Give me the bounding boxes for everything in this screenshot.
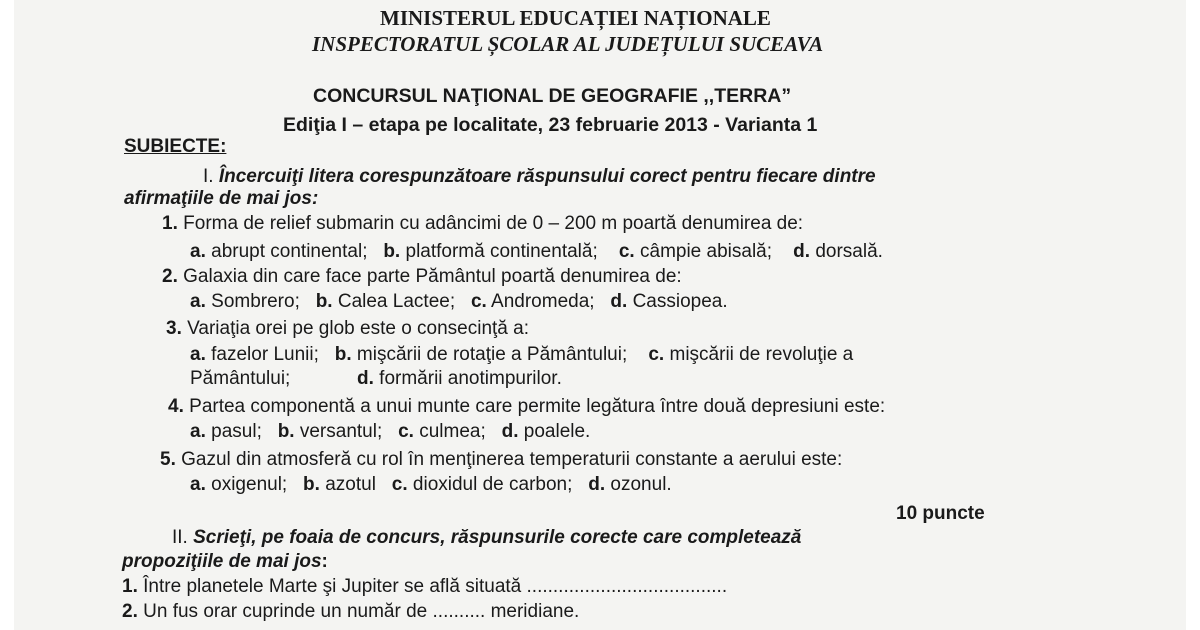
question-text: Forma de relief submarin cu adâncimi de 0 – 200 m poartă denumirea de: xyxy=(183,213,804,234)
question-number: 1. xyxy=(162,213,178,234)
option-letter: b. xyxy=(334,344,352,365)
option-text: culmea; xyxy=(419,421,486,442)
subjects-heading: SUBIECTE: xyxy=(124,136,227,157)
option-letter: a. xyxy=(190,421,206,442)
question-5-options xyxy=(190,474,672,496)
question-number: 3. xyxy=(166,318,182,339)
option-letter: b. xyxy=(277,421,295,442)
question-text: Partea componentă a unui munte care permite legătura între două depresiuni este: xyxy=(189,396,886,417)
option-text: formării anotimpurilor. xyxy=(379,368,562,389)
page-margin-right xyxy=(1186,0,1200,630)
question-3 xyxy=(166,318,529,340)
item-text: Un fus orar cuprinde un număr de .......... meridiane. xyxy=(143,601,580,622)
option-text: mişcării de rotaţie a Pământului; xyxy=(356,344,628,365)
option-letter: d. xyxy=(610,291,628,312)
question-1-options xyxy=(190,241,883,263)
option-text: Cassiopea. xyxy=(632,291,728,312)
section2-instruction-line1: Scrieţi, pe foaia de concurs, răspunsurile corecte care completează xyxy=(193,527,802,548)
inspectorate-heading: INSPECTORATUL ȘCOLAR AL JUDEȚULUI SUCEAVA xyxy=(312,32,824,56)
option-text: câmpie abisală; xyxy=(640,241,773,262)
section1-instruction-line2: afirmaţiile de mai jos: xyxy=(124,188,319,209)
ministry-heading: MINISTERUL EDUCAȚIEI NAȚIONALE xyxy=(380,6,771,30)
option-text: Sombrero; xyxy=(211,291,300,312)
section2-item-2 xyxy=(122,601,579,623)
item-number: 1. xyxy=(122,576,138,597)
option-letter: c. xyxy=(618,241,635,262)
option-text: mişcării de revoluţie a xyxy=(669,344,854,365)
option-letter: a. xyxy=(190,291,206,312)
section2-item-1 xyxy=(122,576,727,598)
option-letter: b. xyxy=(303,474,320,495)
question-5 xyxy=(160,449,842,471)
question-4 xyxy=(168,396,885,418)
option-letter: b. xyxy=(315,291,333,312)
section2-instruction-line2-row xyxy=(122,551,328,573)
item-text: Între planetele Marte şi Jupiter se află situată ...................................... xyxy=(143,576,728,597)
option-letter: d. xyxy=(588,474,606,495)
option-text: Calea Lactee; xyxy=(337,291,456,312)
section2-instruction-line2: propoziţiile de mai jos xyxy=(122,551,322,572)
question-text: Variaţia orei pe glob este o consecinţă a: xyxy=(187,318,530,339)
section1-number: I. xyxy=(203,166,214,187)
section1-points: 10 puncte xyxy=(896,503,985,524)
option-letter: d. xyxy=(793,241,811,262)
option-text: dorsală. xyxy=(815,241,883,262)
option-text: platformă continentală; xyxy=(405,241,598,262)
question-text: Galaxia din care face parte Pământul poartă denumirea de: xyxy=(183,266,682,287)
question-number: 4. xyxy=(168,396,184,417)
option-text: fazelor Lunii; xyxy=(211,344,319,365)
page-margin-left xyxy=(0,0,14,630)
question-number: 2. xyxy=(162,266,178,287)
option-letter: c. xyxy=(470,291,487,312)
option-text: poalele. xyxy=(523,421,591,442)
question-3-options xyxy=(190,344,853,366)
section2-number: II. xyxy=(172,527,188,548)
option-text: oxigenul; xyxy=(211,474,288,495)
option-letter: a. xyxy=(190,344,206,365)
section2-instruction-colon: : xyxy=(321,551,328,572)
option-letter: b. xyxy=(383,241,401,262)
option-text: abrupt continental; xyxy=(211,241,368,262)
question-4-options xyxy=(190,421,590,443)
question-2-options xyxy=(190,291,728,313)
question-2 xyxy=(162,266,682,288)
option-text: Andromeda; xyxy=(491,291,595,312)
question-3-option-d xyxy=(357,368,562,390)
contest-title: CONCURSUL NAŢIONAL DE GEOGRAFIE ,,TERRA” xyxy=(313,85,792,107)
option-letter: d. xyxy=(357,368,374,389)
option-text: dioxidul de carbon; xyxy=(412,474,573,495)
option-text: azotul xyxy=(325,474,376,495)
section1-instruction xyxy=(203,166,876,188)
item-number: 2. xyxy=(122,601,138,622)
option-text: Pământului; xyxy=(190,368,291,389)
option-letter: c. xyxy=(391,474,408,495)
section2-instruction xyxy=(172,527,801,549)
question-1 xyxy=(162,213,803,235)
option-letter: c. xyxy=(648,344,665,365)
option-letter: a. xyxy=(190,474,206,495)
option-text: ozonul. xyxy=(610,474,672,495)
option-text: pasul; xyxy=(211,421,262,442)
question-number: 5. xyxy=(160,449,176,470)
option-letter: d. xyxy=(501,421,519,442)
contest-edition: Ediţia I – etapa pe localitate, 23 februarie 2013 - Varianta 1 xyxy=(283,114,818,136)
option-text: versantul; xyxy=(299,421,383,442)
section1-instruction-line1: Încercuiţi litera corespunzătoare răspunsului corect pentru fiecare dintre xyxy=(218,166,876,187)
option-letter: a. xyxy=(190,241,206,262)
question-3-options-continued xyxy=(190,368,290,390)
question-text: Gazul din atmosferă cu rol în menţinerea temperaturii constante a aerului este: xyxy=(181,449,843,470)
option-letter: c. xyxy=(398,421,414,442)
